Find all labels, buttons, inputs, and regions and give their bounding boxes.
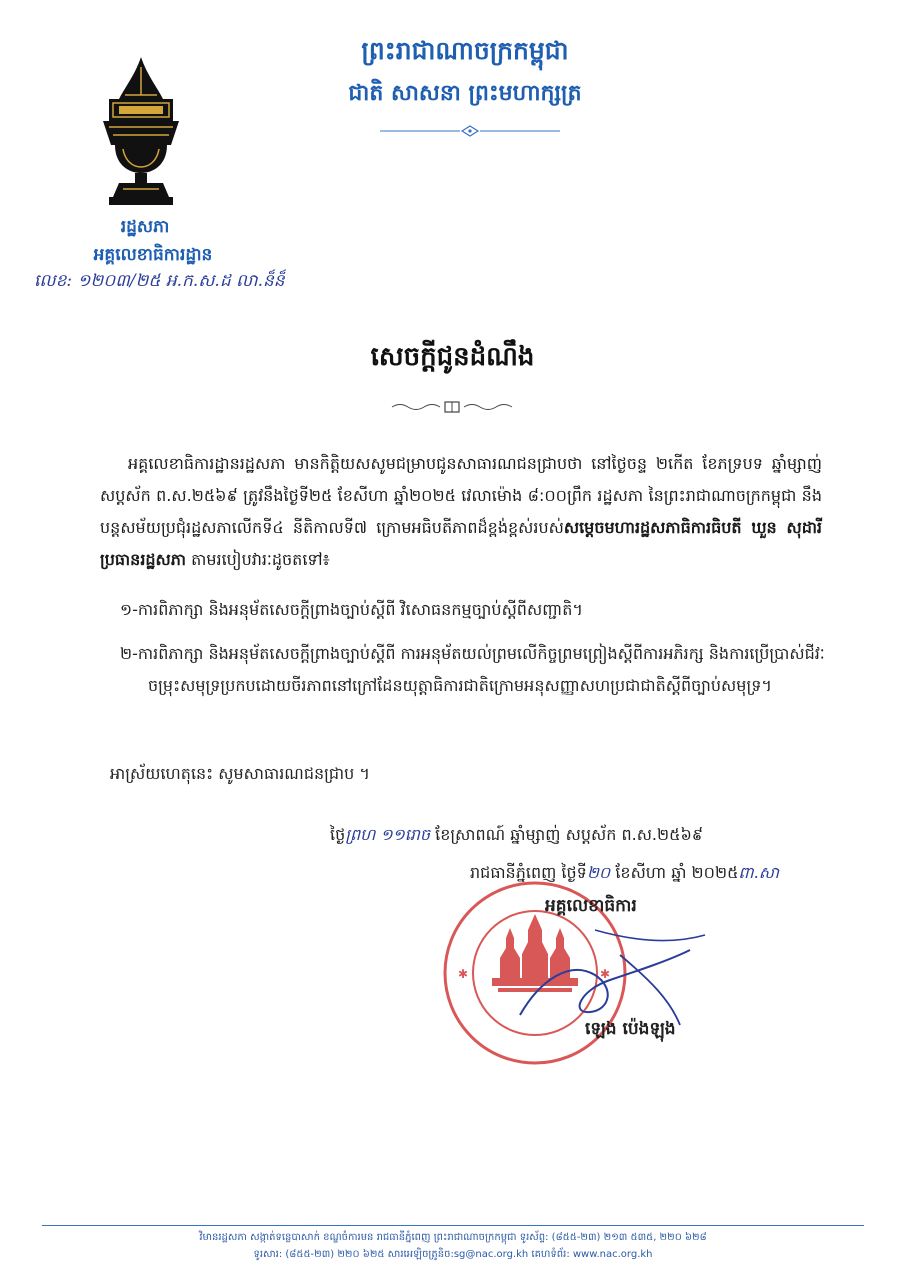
agenda-item-2: ២-ការពិភាក្សា និងអនុម័តសេចក្តីព្រាងច្បាប់ស្តីពី ការអនុម័តយល់ព្រមលើកិច្ចព្រមព្រៀងស្តីពីការអភិរក្ស និងការប្រើប្រាស់ជីវៈចម្រុះសមុទ្រប្រកបដោយចីរភាពនៅក្រៅដែនយុត្តាធិការជាតិក្រោមអនុសញ្ញាសហប្រជាជាតិស្តីពីច្បាប់សមុទ្រ។ [120, 644, 825, 695]
lunar-date-line [330, 820, 850, 850]
svg-text:✱: ✱ [458, 967, 469, 981]
sender-department: អគ្គលេខាធិការដ្ឋាន [93, 245, 213, 265]
sender-org-name: រដ្ឋសភា [120, 217, 170, 237]
document-title: សេចក្តីជូនដំណឹង [370, 342, 535, 372]
signer-name: ឡេង ប៉េងឡុង [585, 1019, 676, 1039]
svg-text:✱: ✱ [600, 967, 611, 981]
date-initials: ពា.សា [738, 863, 780, 882]
lunar-date-suffix: ខែស្រាពណ៍ ឆ្នាំម្សាញ់ សប្តស័ក ព.ស.២៥៦៩ [430, 825, 704, 844]
body-text-lead: អគ្គលេខាធិការដ្ឋានរដ្ឋសភា មានកិត្តិយសសូមជម្រាបជូនសាធារណជនជ្រាបថា នៅថ្ងៃចន្ទ ២កើត ខែភទ្របទ ឆ្នាំម្សាញ់ សប្តស័ក ព.ស.២៥៦៩ ត្រូវនឹងថ្ងៃទី២៥ ខែសីហា ឆ្នាំ២០២៥ វេលាម៉ោង ៨:០០ព្រឹក រដ្ឋសភា នៃព្រះរាជាណាចក្រកម្ពុជា នឹងបន្តសម័យប្រជុំរដ្ឋសភាលើកទី៤ នីតិកាលទី៧ ក្រោមអធិបតីភាពដ៏ខ្ពង់ខ្ពស់របស់ [100, 454, 822, 537]
national-motto: ជាតិ សាសនា ព្រះមហាក្សត្រ [348, 81, 582, 106]
footer-divider [42, 1225, 864, 1226]
title-ornament [390, 400, 515, 414]
gregorian-date-suffix: ខែសីហា ឆ្នាំ ២០២៥ [610, 863, 739, 882]
signer-title: អគ្គលេខាធិការ [545, 896, 637, 916]
footer-contact: ទូរសារ: (៨៥៥-២៣) ២២០ ៦២៥ សារអេឡិចត្រូនិច:sg@nac.org.kh គេហទំព័រ: www.nac.org.kh [253, 1249, 653, 1260]
lunar-date-handwritten: ព្រហ ១១រោច [345, 825, 431, 844]
footer-address: វិមានរដ្ឋសភា សង្កាត់ទន្លេបាសាក់ ខណ្ឌចំការមន រាជធានីភ្នំពេញ ព្រះរាជាណាចក្រកម្ពុជា ទូរស័ព្ទ: (៨៥៥-២៣) ២១៣ ៥៣៥, ២២០ ៦២៨ [199, 1232, 707, 1243]
national-assembly-emblem-icon [95, 55, 187, 207]
body-text-tail: តាមរបៀបវារៈដូចតទៅ៖ [186, 550, 330, 569]
closing-statement: អាស្រ័យហេតុនេះ សូមសាធារណជនជ្រាប ។ [110, 764, 370, 783]
kingdom-heading: ព្រះរាជាណាចក្រកម្ពុជា [361, 36, 569, 65]
body-paragraph [100, 448, 822, 576]
body-text-president: សម្តេចមហារដ្ឋសភាធិការធិបតី ឃួន សុដារី ប្រធានរដ្ឋសភា [100, 518, 823, 569]
gregorian-date-prefix: រាជធានីភ្នំពេញ ថ្ងៃទី [470, 863, 587, 882]
lunar-date-prefix: ថ្ងៃ [330, 825, 346, 844]
header-ornament [380, 124, 560, 138]
reference-number: លេខ: ១២០៣/២៥ អ.ក.ស.ដ លា.ន៏ន៏ [34, 271, 285, 291]
gregorian-day-handwritten: ២០ [586, 863, 611, 882]
agenda-item-1: ១-ការពិភាក្សា និងអនុម័តសេចក្តីព្រាងច្បាប់ស្តីពី វិសោធនកម្មច្បាប់ស្តីពីសញ្ជាតិ។ [120, 600, 583, 619]
